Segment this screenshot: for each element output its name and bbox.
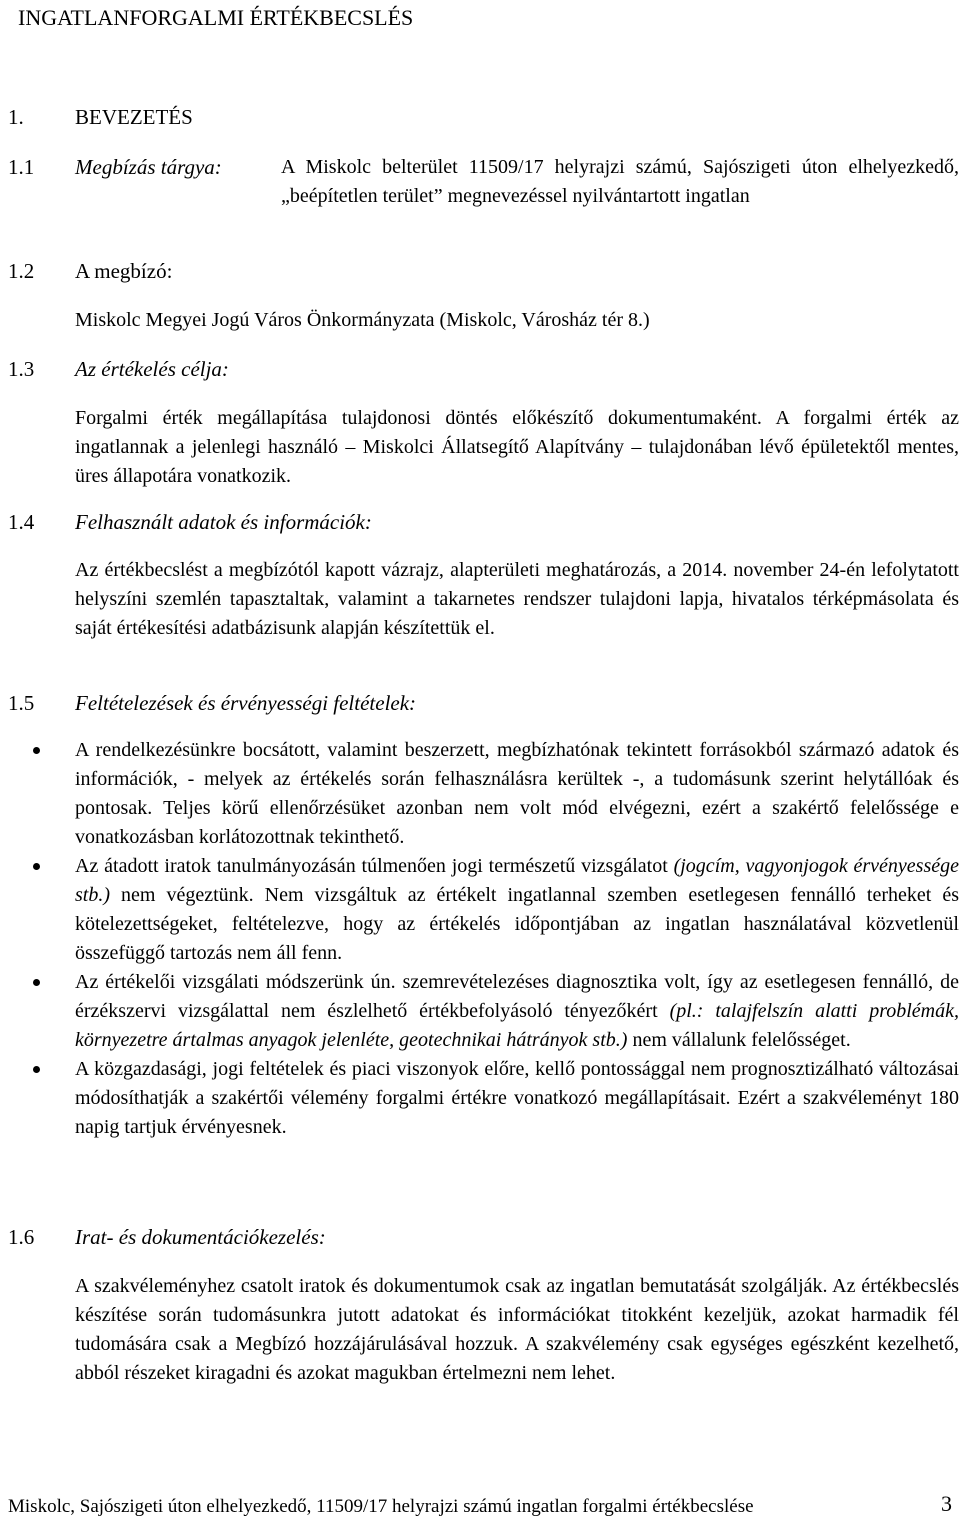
section-1-4-label: Felhasznált adatok és információk: bbox=[75, 510, 372, 534]
section-1-4-text: Az értékbecslést a megbízótól kapott vázrajz, alapterületi meghatározás, a 2014. november 24-én lefolytatott helyszíni szemlén tapasztaltak, valamint a takarnetes rendszer tulajdoni lapja, hivatalos térképmásolata és saját értékesítési adatbázisunk alapján készítettük el. bbox=[75, 559, 959, 639]
section-1-5-number: 1.5 bbox=[8, 691, 35, 715]
section-1-3-number: 1.3 bbox=[8, 357, 35, 381]
list-item-italic-text: (jogcím, vagyonjogok érvényessége stb.) bbox=[75, 855, 960, 906]
conditions-list bbox=[0, 736, 960, 1142]
section-1-3-label: Az értékelés célja: bbox=[75, 357, 229, 381]
bullet-dot-icon bbox=[33, 747, 40, 754]
bullet-dot-icon bbox=[33, 863, 40, 870]
section-1-1-text: A Miskolc belterület 11509/17 helyrajzi számú, Sajószigeti úton elhelyezkedő, „beépítetlen terület” megnevezéssel nyilvántartott ingatlan bbox=[281, 156, 959, 207]
section-1-6-number: 1.6 bbox=[8, 1225, 35, 1249]
list-item bbox=[0, 852, 960, 968]
section-1-5-label: Feltételezések és érvényességi feltételek: bbox=[75, 691, 417, 715]
list-item-text: A rendelkezésünkre bocsátott, valamint beszerzett, megbízhatónak tekintett forrásokból származó adatok és információk, - melyek az értékelés során felhasználásra kerültek -, a tudomásunk szerint helytállóak és pontosak. Teljes körű ellenőrzésüket azonban nem volt mód elvégezni, ezért a szakértő felelőssége e vonatkozásban korlátozottnak tekinthető. bbox=[75, 739, 959, 848]
section-1-heading: BEVEZETÉS bbox=[75, 105, 193, 129]
list-item-italic-text: (pl.: talajfelszín alatti problémák, környezetre ártalmas anyagok jelenléte, geotechnikai hátrányok stb.) bbox=[75, 1000, 960, 1051]
list-item-text-part: nem végeztünk. Nem vizsgáltuk az értékelt ingatlannal szemben esetlegesen fennálló terheket és kötelezettségeket, feltételezve, hogy az értékelés időpontjában az ingatlan használatával közvetlenül összefüggő tartozás nem áll fenn. bbox=[75, 884, 959, 964]
list-item-text-part: Az átadott iratok tanulmányozásán túlmenően jogi természetű vizsgálatot bbox=[75, 855, 674, 877]
section-1-3-text: Forgalmi érték megállapítása tulajdonosi döntés előkészítő dokumentumaként. A forgalmi érték az ingatlannak a jelenlegi használó – Miskolci Állatsegítő Alapítvány – tulajdonában lévő épületektől mentes, üres állapotára vonatkozik. bbox=[75, 407, 959, 487]
section-1-1-number: 1.1 bbox=[8, 155, 35, 179]
list-item bbox=[0, 1055, 960, 1142]
footer-text: Miskolc, Sajószigeti úton elhelyezkedő, 11509/17 helyrajzi számú ingatlan forgalmi értékbecslése bbox=[8, 1496, 754, 1517]
list-item bbox=[0, 736, 960, 852]
section-1-2-number: 1.2 bbox=[8, 259, 35, 283]
section-1-4-number: 1.4 bbox=[8, 510, 35, 534]
list-item-text-part: nem vállalunk felelősséget. bbox=[627, 1029, 851, 1051]
bullet-dot-icon bbox=[33, 979, 40, 986]
section-1-number: 1. bbox=[8, 105, 24, 129]
section-1-6-text: A szakvéleményhez csatolt iratok és dokumentumok csak az ingatlan bemutatását szolgálják. Az értékbecslés készítése során tudomásunkra jutott adatokat és információkat titokként kezeljük, azokat harmadik fél tudomására csak a Megbízó hozzájárulásával hozzuk. A szakvélemény csak egységes egészként kezelhető, abból részeket kiragadni és azokat magukban értelmezni nem lehet. bbox=[75, 1275, 959, 1384]
section-1-2-text: Miskolc Megyei Jogú Város Önkormányzata (Miskolc, Városház tér 8.) bbox=[75, 309, 650, 331]
list-item-text-part: Az értékelői vizsgálati módszerünk ún. szemrevételezéses diagnosztika volt, így az esetlegesen fennálló, de érzékszervi vizsgálattal nem észlelhető értékbefolyásoló tényezőkért bbox=[75, 971, 959, 1022]
section-1-1-label: Megbízás tárgya: bbox=[75, 155, 222, 179]
list-item bbox=[0, 968, 960, 1055]
page-number: 3 bbox=[941, 1491, 952, 1516]
document-title: INGATLANFORGALMI ÉRTÉKBECSLÉS bbox=[18, 5, 414, 30]
section-1-2-label: A megbízó: bbox=[75, 259, 173, 283]
list-item-text: A közgazdasági, jogi feltételek és piaci viszonyok előre, kellő pontossággal nem prognosztizálható változásai módosíthatják a szakértői vélemény forgalmi értékre vonatkozó megállapításait. Ezért a szakvéleményt 180 napig tartjuk érvényesnek. bbox=[75, 1058, 959, 1138]
bullet-dot-icon bbox=[33, 1066, 40, 1073]
section-1-6-label: Irat- és dokumentációkezelés: bbox=[75, 1225, 326, 1249]
